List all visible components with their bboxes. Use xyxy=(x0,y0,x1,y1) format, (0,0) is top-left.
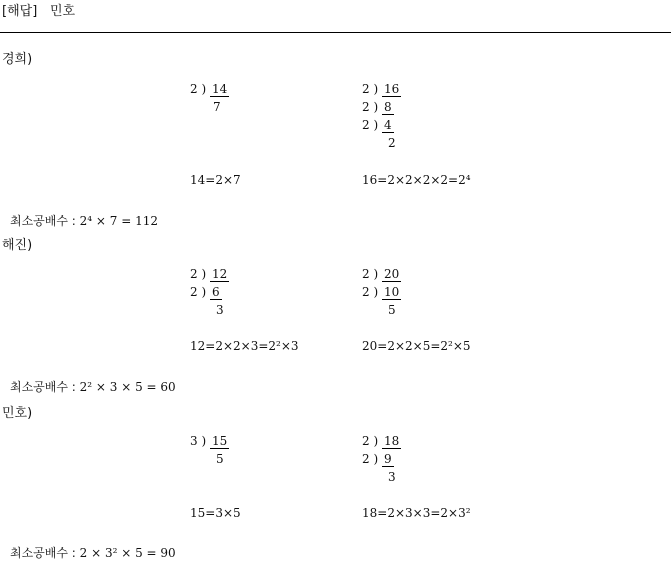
division-row xyxy=(362,265,401,283)
lcm-line xyxy=(10,212,158,229)
division-bracket: ) xyxy=(373,285,379,299)
quotient: 3 xyxy=(216,303,224,317)
lcm-label: 최소공배수 : xyxy=(10,546,76,560)
factorization-equation: 16=2×2×2×2=2⁴ xyxy=(362,173,471,187)
lcm-label: 최소공배수 : xyxy=(10,380,76,394)
division-row xyxy=(190,265,229,283)
division-row xyxy=(362,432,401,450)
student-label: 해진) xyxy=(2,238,33,253)
dividend: 9 xyxy=(383,452,392,466)
lcm-label: 최소공배수 : xyxy=(10,214,76,228)
dividend: 18 xyxy=(383,434,400,448)
dividend: 6 xyxy=(211,285,220,299)
division-row xyxy=(362,116,394,134)
dividend: 15 xyxy=(211,434,228,448)
dividend: 12 xyxy=(211,267,228,281)
dividend: 16 xyxy=(383,82,400,96)
factorization-equation: 18=2×3×3=2×3² xyxy=(362,506,471,520)
dividend: 10 xyxy=(383,285,400,299)
division-bracket: ) xyxy=(373,452,379,466)
student-label: 민호) xyxy=(2,406,33,421)
divisor: 2 xyxy=(190,82,198,96)
divisor: 2 xyxy=(190,285,198,299)
header-name: 민호 xyxy=(50,4,76,19)
quotient: 5 xyxy=(388,303,396,317)
quotient: 5 xyxy=(216,452,224,466)
divisor: 2 xyxy=(362,82,370,96)
division-bracket: ) xyxy=(373,100,379,114)
division-row xyxy=(362,80,401,98)
division-bracket: ) xyxy=(373,434,379,448)
lcm-formula: 2⁴ × 7 = 112 xyxy=(79,214,159,228)
divisor: 2 xyxy=(190,267,198,281)
lcm-formula: 2² × 3 × 5 = 60 xyxy=(79,380,176,394)
division-row xyxy=(190,283,222,301)
divisor: 2 xyxy=(362,118,370,132)
dividend: 8 xyxy=(383,100,392,114)
division-bracket: ) xyxy=(373,267,379,281)
answer-tag: [해답] xyxy=(2,4,38,19)
lcm-line xyxy=(10,544,176,561)
division-bracket: ) xyxy=(201,82,207,96)
divisor: 2 xyxy=(362,267,370,281)
division-row xyxy=(190,432,229,450)
division-bracket: ) xyxy=(201,267,207,281)
divisor: 2 xyxy=(362,285,370,299)
dividend: 14 xyxy=(211,82,228,96)
division-bracket: ) xyxy=(373,118,379,132)
student-label: 경희) xyxy=(2,52,33,67)
division-bracket: ) xyxy=(201,285,207,299)
factorization-equation: 14=2×7 xyxy=(190,173,241,187)
dividend: 4 xyxy=(383,118,392,132)
division-bracket: ) xyxy=(373,82,379,96)
divisor: 2 xyxy=(362,100,370,114)
factorization-equation: 12=2×2×3=2²×3 xyxy=(190,339,299,353)
quotient: 7 xyxy=(213,100,221,114)
header-divider xyxy=(0,32,671,33)
division-row xyxy=(362,98,394,116)
division-row xyxy=(362,450,394,468)
divisor: 3 xyxy=(190,434,198,448)
division-row xyxy=(362,283,401,301)
factorization-equation: 15=3×5 xyxy=(190,506,241,520)
dividend: 20 xyxy=(383,267,400,281)
division-row xyxy=(190,80,229,98)
lcm-line xyxy=(10,378,176,395)
factorization-equation: 20=2×2×5=2²×5 xyxy=(362,339,471,353)
divisor: 2 xyxy=(362,434,370,448)
division-bracket: ) xyxy=(201,434,207,448)
quotient: 2 xyxy=(388,136,396,150)
lcm-formula: 2 × 3² × 5 = 90 xyxy=(79,546,176,560)
quotient: 3 xyxy=(388,470,396,484)
divisor: 2 xyxy=(362,452,370,466)
